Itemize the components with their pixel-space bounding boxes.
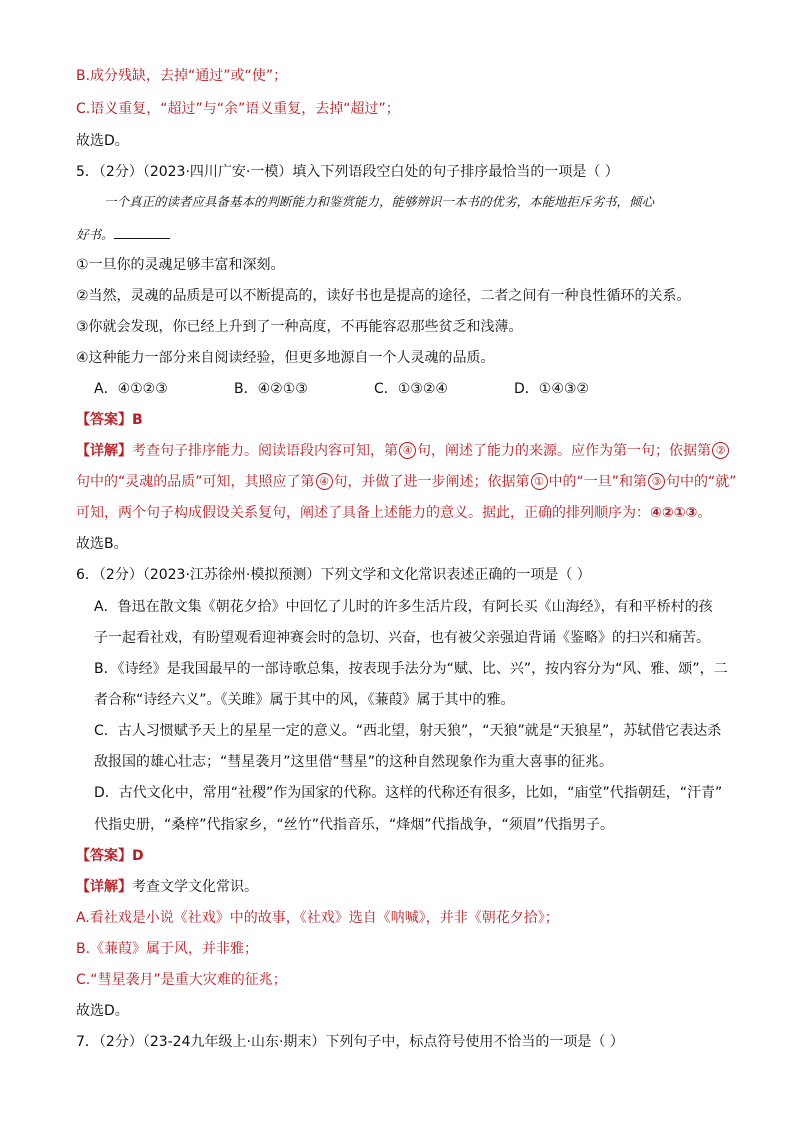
highlight-number: ③ <box>648 473 665 490</box>
q6-conclusion: 故选D。 <box>76 1003 129 1019</box>
analysis-line-c: C.语义重复，“超过”与“余”语义重复，去掉“超过”； <box>76 101 400 117</box>
q5-detail-text: 考查句子排序能力。阅读语段内容可知，第 <box>132 443 398 459</box>
conclusion-prev: 故选D。 <box>76 133 129 149</box>
q6-detail-text: 考查文学文化常识。 <box>132 879 258 895</box>
q6-analysis-b: B.《蒹葭》属于风，并非雅； <box>76 941 259 957</box>
q6-option-c-line-2: 敌报国的雄心壮志；“彗星袭月”这里借“彗星”的这种自然现象作为重大喜事的征兆。 <box>94 754 614 770</box>
q5-detail-tag: 【详解】 <box>76 443 132 459</box>
q5-detail-line-2 <box>76 472 737 492</box>
question-6-stem: 6．（2分）（2023·江苏徐州·模拟预测）下列文学和文化常识表述正确的一项是（ ） <box>76 567 591 583</box>
q5-sentence-4: ④这种能力一部分来自阅读经验，但更多地源自一个人灵魂的品质。 <box>76 350 495 366</box>
highlight-number: ① <box>531 473 548 490</box>
q6-analysis-c: C.“彗星袭月”是重大灾难的征兆； <box>76 972 287 988</box>
q5-option-d: D．①④③② <box>514 381 589 397</box>
q5-passage-line-2 <box>76 224 734 245</box>
q5-detail-text: 中的“一旦”和第 <box>548 474 648 490</box>
q6-option-d-line-1: D．古代文化中，常用“社稷”作为国家的代称。这样的代称还有很多，比如，“庙堂”代指朝廷，“汗青” <box>94 785 723 801</box>
q5-detail-text: 句，并做了进一步阐述；依据第 <box>333 474 530 490</box>
q6-detail <box>76 877 734 897</box>
highlight-number: ④ <box>316 473 333 490</box>
q5-detail-text: 可知，两个句子构成假设关系复句，阐述了具备上述能力的意义。据此，正确的排列顺序为： <box>76 505 650 521</box>
q5-option-a: A．④①②③ <box>94 381 168 397</box>
analysis-line-b: B.成分残缺，去掉“通过”或“使”； <box>76 68 288 84</box>
q6-answer: 【答案】D <box>76 848 144 864</box>
q5-sentence-1: ①一旦你的灵魂足够丰富和深刻。 <box>76 257 285 273</box>
q6-option-d-line-2: 代指史册，“桑梓”代指家乡，“丝竹”代指音乐，“烽烟”代指战争，“须眉”代指男子。 <box>94 817 615 833</box>
q5-sentence-3: ③你就会发现，你已经上升到了一种高度，不再能容忍那些贫乏和浅薄。 <box>76 319 523 335</box>
q5-passage-line-1: 一个真正的读者应具备基本的判断能力和鉴赏能力，能够辨识一本书的优劣，本能地拒斥劣书，倾心 <box>104 194 655 209</box>
q5-options <box>94 379 734 399</box>
q5-detail-line-3 <box>76 503 734 523</box>
highlight-sequence: ④②①③ <box>650 505 698 521</box>
q5-answer: 【答案】B <box>76 412 143 428</box>
highlight-number: ② <box>712 442 729 459</box>
q6-option-b-line-2: 者合称“诗经六义”。《关雎》属于其中的风，《蒹葭》属于其中的雅。 <box>94 692 515 708</box>
q6-option-c-line-1: C．古人习惯赋予天上的星星一定的意义。“西北望，射天狼”，“天狼”就是“天狼星”，苏轼借它表达杀 <box>94 723 722 739</box>
q6-option-a-line-1: A．鲁迅在散文集《朝花夕拾》中回忆了儿时的许多生活片段，有阿长买《山海经》，有和平桥村的孩 <box>94 599 713 615</box>
q6-option-a-line-2: 子一起看社戏，有盼望观看迎神赛会时的急切、兴奋，也有被父亲强迫背诵《鉴略》的扫兴和痛苦。 <box>94 630 710 646</box>
question-7-stem: 7．（2分）（23-24九年级上·山东·期末）下列句子中，标点符号使用不恰当的一项是（ ） <box>76 1034 624 1050</box>
q5-conclusion: 故选B。 <box>76 536 128 552</box>
q5-detail-text: 。 <box>697 505 712 521</box>
q5-detail-text: 句中的“就” <box>666 474 737 490</box>
q5-detail-text: 句中的“灵魂的品质”可知，其照应了第 <box>76 474 315 490</box>
fill-blank <box>114 224 170 239</box>
highlight-number: ④ <box>399 442 416 459</box>
q5-detail-text: 句，阐述了能力的来源。应作为第一句；依据第 <box>417 443 711 459</box>
q5-passage-text: 好书。 <box>76 227 114 242</box>
q5-option-c: C．①③②④ <box>374 381 448 397</box>
q5-detail-line-1 <box>76 441 734 461</box>
q5-sentence-2: ②当然，灵魂的品质是可以不断提高的，读好书也是提高的途径，二者之间有一种良性循环的关系。 <box>76 288 691 304</box>
q6-detail-tag: 【详解】 <box>76 879 132 895</box>
q6-option-b-line-1: B．《诗经》是我国最早的一部诗歌总集，按表现手法分为“赋、比、兴”，按内容分为“风、雅、颂”，二 <box>94 661 728 677</box>
question-5-stem: 5．（2分）（2023·四川广安·一模）填入下列语段空白处的句子排序最恰当的一项是（ ） <box>76 164 619 180</box>
q5-option-b: B．④②①③ <box>234 381 308 397</box>
q6-analysis-a: A.看社戏是小说《社戏》中的故事，《社戏》选自《呐喊》，并非《朝花夕拾》； <box>76 910 559 926</box>
